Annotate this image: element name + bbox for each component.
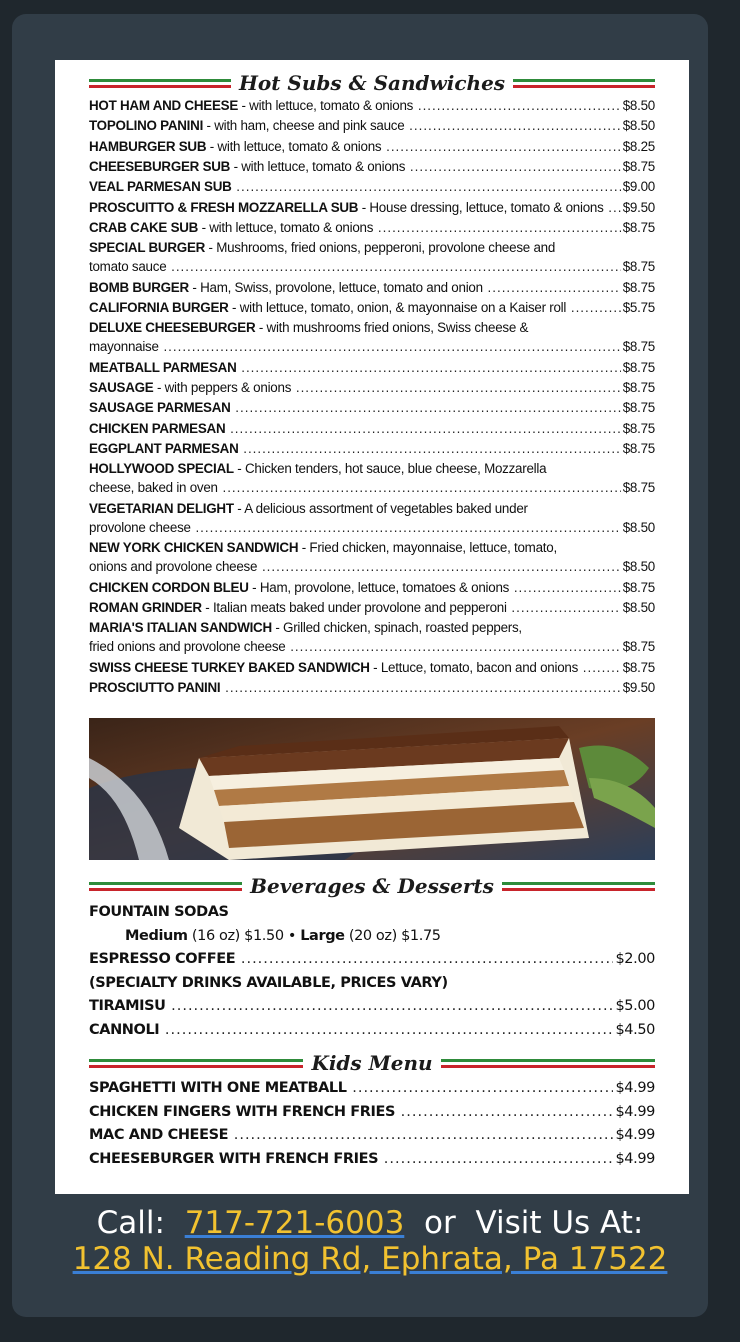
fountain-sodas [89,902,655,922]
item-price: $8.75 [622,440,655,456]
item-description: - Mushrooms, fried onions, pepperoni, provolone cheese and [205,240,556,256]
menu-item [89,538,655,576]
specialty-text: (SPECIALTY DRINKS AVAILABLE, PRICES VARY) [89,975,448,991]
menu-item [89,318,655,356]
medium-size: (16 oz) $1.50 • [187,928,301,944]
item-name: HAMBURGER SUB [89,138,207,154]
item-description: - A delicious assortment of vegetables baked under [233,500,528,516]
header-rule-right [441,1059,655,1068]
kids-item-name: CHEESEBURGER WITH FRENCH FRIES [89,1150,379,1167]
menu-item [89,398,655,417]
item-name: CHEESEBURGER SUB [89,158,231,174]
item-name: CHICKEN CORDON BLEU [89,579,249,595]
item-name: BOMB BURGER [89,279,189,295]
item-price: $9.50 [622,199,655,215]
menu-item [89,678,655,697]
kids-item [89,1078,655,1098]
kids-item-name: SPAGHETTI WITH ONE MEATBALL [89,1080,347,1096]
item-price: $8.75 [622,259,655,275]
item-description: - Ham, Swiss, provolone, lettuce, tomato and onion [188,279,483,295]
item-description: - with mushrooms fried onions, Swiss cheese & [255,320,529,336]
large-size: (20 oz) $1.75 [344,928,441,944]
item-price: $8.75 [622,400,655,416]
item-description-cont: tomato sauce [89,259,167,275]
header-rule-right [502,882,655,891]
item-name: SWISS CHEESE TURKEY BAKED SANDWICH [89,659,370,675]
espresso-price: $2.00 [615,951,655,967]
item-description-cont: onions and provolone cheese [89,559,258,575]
tiramisu-photo [89,718,655,860]
item-price: $8.75 [622,339,655,355]
item-price: $8.50 [622,600,655,615]
contact-line-1 [0,1205,740,1241]
menu-item [89,419,655,438]
menu-item [89,137,655,156]
kids-item [89,1102,655,1122]
item-price: $9.50 [622,680,655,696]
item-description-cont: cheese, baked in oven [89,480,218,496]
item-description: - with lettuce, tomato & onions [198,219,374,235]
beverages-header [89,873,655,899]
header-rule-left [89,1059,303,1068]
item-price: $8.75 [622,659,655,675]
item-description: - with lettuce, tomato & onions [238,98,414,113]
item-price: $8.75 [622,480,655,496]
item-name: PROSCIUTTO PANINI [89,680,221,696]
kids-item-price: $4.99 [615,1103,655,1120]
header-rule-left [89,882,242,891]
item-price: $9.00 [622,179,655,195]
address-link[interactable]: 128 N. Reading Rd, Ephrata, Pa 17522 [72,1241,668,1277]
menu-item [89,198,655,217]
hot-subs-header [89,70,655,96]
medium-label: Medium [125,928,188,944]
menu-item [89,459,655,497]
item-price: $8.75 [622,639,655,655]
item-name: ROMAN GRINDER [89,600,202,615]
tiramisu-illustration [89,718,655,860]
menu-item [89,439,655,458]
menu-item [89,177,655,196]
item-description-cont: fried onions and provolone cheese [89,639,286,655]
kids-item [89,1125,655,1145]
menu-item [89,658,655,677]
beverages-title: Beverages & Desserts [250,874,494,898]
menu-item [89,499,655,537]
menu-item [89,618,655,656]
kids-item-price: $4.99 [615,1150,655,1167]
menu-item [89,378,655,397]
item-description: - House dressing, lettuce, tomato & onions [358,199,604,215]
item-name: CALIFORNIA BURGER [89,299,229,315]
kids-item [89,1149,655,1169]
item-name: DELUXE CHEESEBURGER [89,320,256,336]
item-price: $8.75 [622,219,655,235]
item-name: NEW YORK CHICKEN SANDWICH [89,540,299,556]
kids-header [89,1050,655,1076]
tiramisu-name: TIRAMISU [89,998,166,1014]
item-name: CHICKEN PARMESAN [89,420,226,436]
menu-item [89,96,655,115]
fountain-sizes [89,926,655,946]
menu-item [89,238,655,276]
item-name: MARIA'S ITALIAN SANDWICH [89,620,272,636]
menu-item [89,116,655,135]
kids-item-price: $4.99 [615,1127,655,1143]
item-price: $8.75 [622,380,655,395]
item-name: CRAB CAKE SUB [89,219,199,235]
item-name: TOPOLINO PANINI [89,118,204,134]
fountain-sodas-label: FOUNTAIN SODAS [89,904,229,920]
tiramisu-item [89,996,655,1016]
content-card [12,14,708,1317]
item-description: - with peppers & onions [153,380,292,395]
kids-item-price: $4.99 [615,1080,655,1096]
item-description: - with lettuce, tomato & onions [230,158,406,174]
item-description: - with lettuce, tomato, onion, & mayonnaise on a Kaiser roll [228,299,567,315]
item-description: - Lettuce, tomato, bacon and onions [369,659,579,675]
header-rule-right [513,79,655,88]
item-name: HOLLYWOOD SPECIAL [89,461,234,477]
cannoli-name: CANNOLI [89,1022,160,1038]
menu-item [89,578,655,597]
item-price: $8.75 [622,579,655,595]
contact-line-2 [0,1241,740,1277]
item-name: EGGPLANT PARMESAN [89,440,239,456]
item-name: HOT HAM AND CHEESE [89,98,239,113]
item-name: MEATBALL PARMESAN [89,359,237,375]
item-price: $8.75 [622,359,655,375]
item-description: - Italian meats baked under provolone and pepperoni [201,600,507,615]
item-name: PROSCUITTO & FRESH MOZZARELLA SUB [89,199,359,215]
kids-item-name: MAC AND CHEESE [89,1127,229,1143]
item-description: - Ham, provolone, lettuce, tomatoes & onions [248,579,510,595]
menu-item [89,218,655,237]
menu-item [89,278,655,297]
item-description: - Fried chicken, mayonnaise, lettuce, tomato, [298,540,557,556]
visit-label: Visit Us At: [475,1205,644,1241]
or-label: or [424,1205,456,1241]
menu-item [89,598,655,617]
item-price: $8.50 [622,98,655,113]
espresso-name: ESPRESSO COFFEE [89,951,236,967]
item-name: VEAL PARMESAN SUB [89,179,232,195]
item-price: $8.75 [622,158,655,174]
menu-item [89,298,655,317]
item-description-cont: mayonnaise [89,339,159,355]
item-price: $8.75 [622,420,655,436]
espresso-item [89,949,655,969]
item-name: SAUSAGE PARMESAN [89,400,231,416]
item-price: $5.75 [622,299,655,315]
cannoli-item [89,1020,655,1040]
item-description: - with lettuce, tomato & onions [206,138,382,154]
header-rule-left [89,79,231,88]
contact-footer [0,1205,740,1277]
call-label: Call: [96,1205,165,1241]
item-price: $8.25 [622,138,655,154]
menu-image [55,60,689,1194]
item-description: - Chicken tenders, hot sauce, blue cheese, Mozzarella [233,461,547,477]
item-description: - Grilled chicken, spinach, roasted peppers, [271,620,522,636]
item-price: $8.50 [622,519,655,535]
item-price: $8.75 [622,279,655,295]
large-label: Large [300,928,345,944]
tiramisu-price: $5.00 [615,998,655,1014]
menu-item [89,157,655,176]
kids-item-name: CHICKEN FINGERS WITH FRENCH FRIES [89,1103,396,1120]
cannoli-price: $4.50 [615,1022,655,1038]
item-name: SPECIAL BURGER [89,240,206,256]
item-name: VEGETARIAN DELIGHT [89,500,234,516]
item-description-cont: provolone cheese [89,519,191,535]
item-price: $8.50 [622,559,655,575]
specialty-note [89,973,655,993]
hot-subs-title: Hot Subs & Sandwiches [238,71,506,95]
item-description: - with ham, cheese and pink sauce [203,118,405,134]
phone-link[interactable]: 717-721-6003 [184,1205,405,1241]
item-price: $8.50 [622,118,655,134]
menu-item [89,358,655,377]
item-name: SAUSAGE [89,380,154,395]
kids-title: Kids Menu [311,1051,433,1075]
